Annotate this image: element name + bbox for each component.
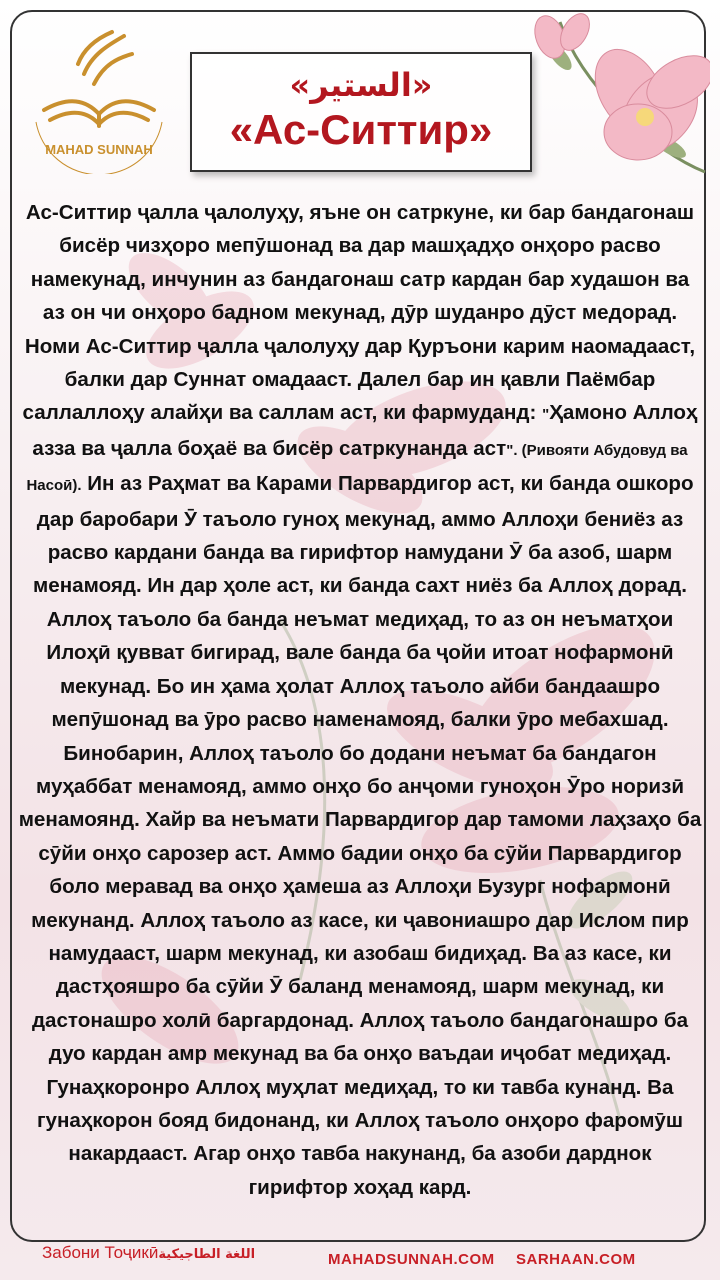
title-arabic: «الستير» [289, 66, 433, 104]
pink-flower-icon [520, 12, 710, 182]
logo-text: MAHAD SUNNAH [45, 142, 153, 157]
body-paragraph-part1: Ас-Ситтир ҷалла ҷалолуҳу, яъне он сатркуне, ки бар бандагонаш бисёр чизҳоро мепӯшонад ва дар машҳадҳо онҳоро расво намекунад, инчунин аз бандагонаш сатр кардан бар худашон ва аз он чи онҳоро бадном мекунад, дӯр шуданро дӯст медорад. Номи Ас-Ситтир ҷалла ҷалолуҳу дар Қуръони карим наомадааст, балки дар Суннат омадааст. Далел бар ин қавли Паёмбар саллаллоҳу алайҳи ва саллам аст, ки фармуданд: [22, 201, 696, 425]
quote-open-mark: " [542, 406, 550, 424]
hadith-quote: Ҳамоно Аллоҳ азза ва ҷалла боҳаё ва бисёр сатркунанда аст [32, 401, 698, 460]
title-tajik: «Ас-Ситтир» [229, 106, 493, 153]
footer-site-sarhaan[interactable]: SARHAAN.COM [516, 1251, 636, 1268]
mahad-sunnah-logo [14, 14, 184, 174]
quote-close-mark: ". ( [506, 441, 527, 459]
title-box [190, 52, 532, 172]
body-paragraph-part2: Ин аз Раҳмат ва Карами Парвардигор аст, ки банда ошкоро дар баробари Ӯ таъоло гуноҳ мекунад, аммо Аллоҳи бениёз аз расво кардани банда ва гирифтор намудани Ӯ ба азоб, шарм менамояд. Ин дар ҳоле аст, ки банда сахт ниёз ба Аллоҳ дорад. Аллоҳ таъоло ба банда неъмат медиҳад, то аз он неъматҳои Илоҳӣ қувват бигирад, вале банда ба ҷойи итоат нофармонӣ мекунад. Бо ин ҳама ҳолат Аллоҳ таъоло айби бандаашро мепӯшонад ва ӯро расво наменамояд, балки ӯро мебахшад. Бинобарин, Аллоҳ таъоло бо додани неъмат ба бандагон муҳаббат менамояд, аммо онҳо бо анҷоми гуноҳон Ӯро норизӣ менамоянд. Хайр ва неъмати Парвардигор дар тамоми лаҳзаҳо ба сӯйи онҳо сарозер аст. Аммо бадии онҳо ба сӯйи Парвардигор боло меравад ва онҳо ҳамеша аз Аллоҳи Бузург нофармонӣ мекунанд. Аллоҳ таъоло аз касе, ки ҷавониашро дар Ислом пир намудааст, шарм мекунад, ки азобаш бидиҳад. Ва аз касе, ки дастҳояшро ба сӯйи Ӯ баланд менамояд, шарм мекунад, ки дастонашро холӣ баргардонад. Аллоҳ таъоло бандагонашро ба дуо кардан амр мекунад ва ба онҳо ваъдаи иҷобат медиҳад. Гунаҳкоронро Аллоҳ муҳлат медиҳад, то ки тавба кунанд. Ва гунаҳкорон бояд бидонанд, ки Аллоҳ таъоло онҳоро фаромӯш накардааст. Агар онҳо тавба накунанд, ба азоби дарднок гирифтор хоҳад кард. [18, 472, 702, 1199]
language-tajik: Забони Тоҷикӣ [42, 1243, 159, 1262]
footer-language-label [42, 1243, 255, 1263]
footer-site-mahadsunnah[interactable]: MAHADSUNNAH.COM [328, 1251, 495, 1268]
hadith-source: Ривояти Абудовуд ва Насоӣ [26, 441, 688, 495]
article-body [18, 196, 702, 1204]
source-close-mark: ). [72, 477, 82, 495]
language-arabic: اللغة الطاجيكية [158, 1247, 256, 1262]
book-calligraphy-logo-icon [44, 32, 154, 126]
